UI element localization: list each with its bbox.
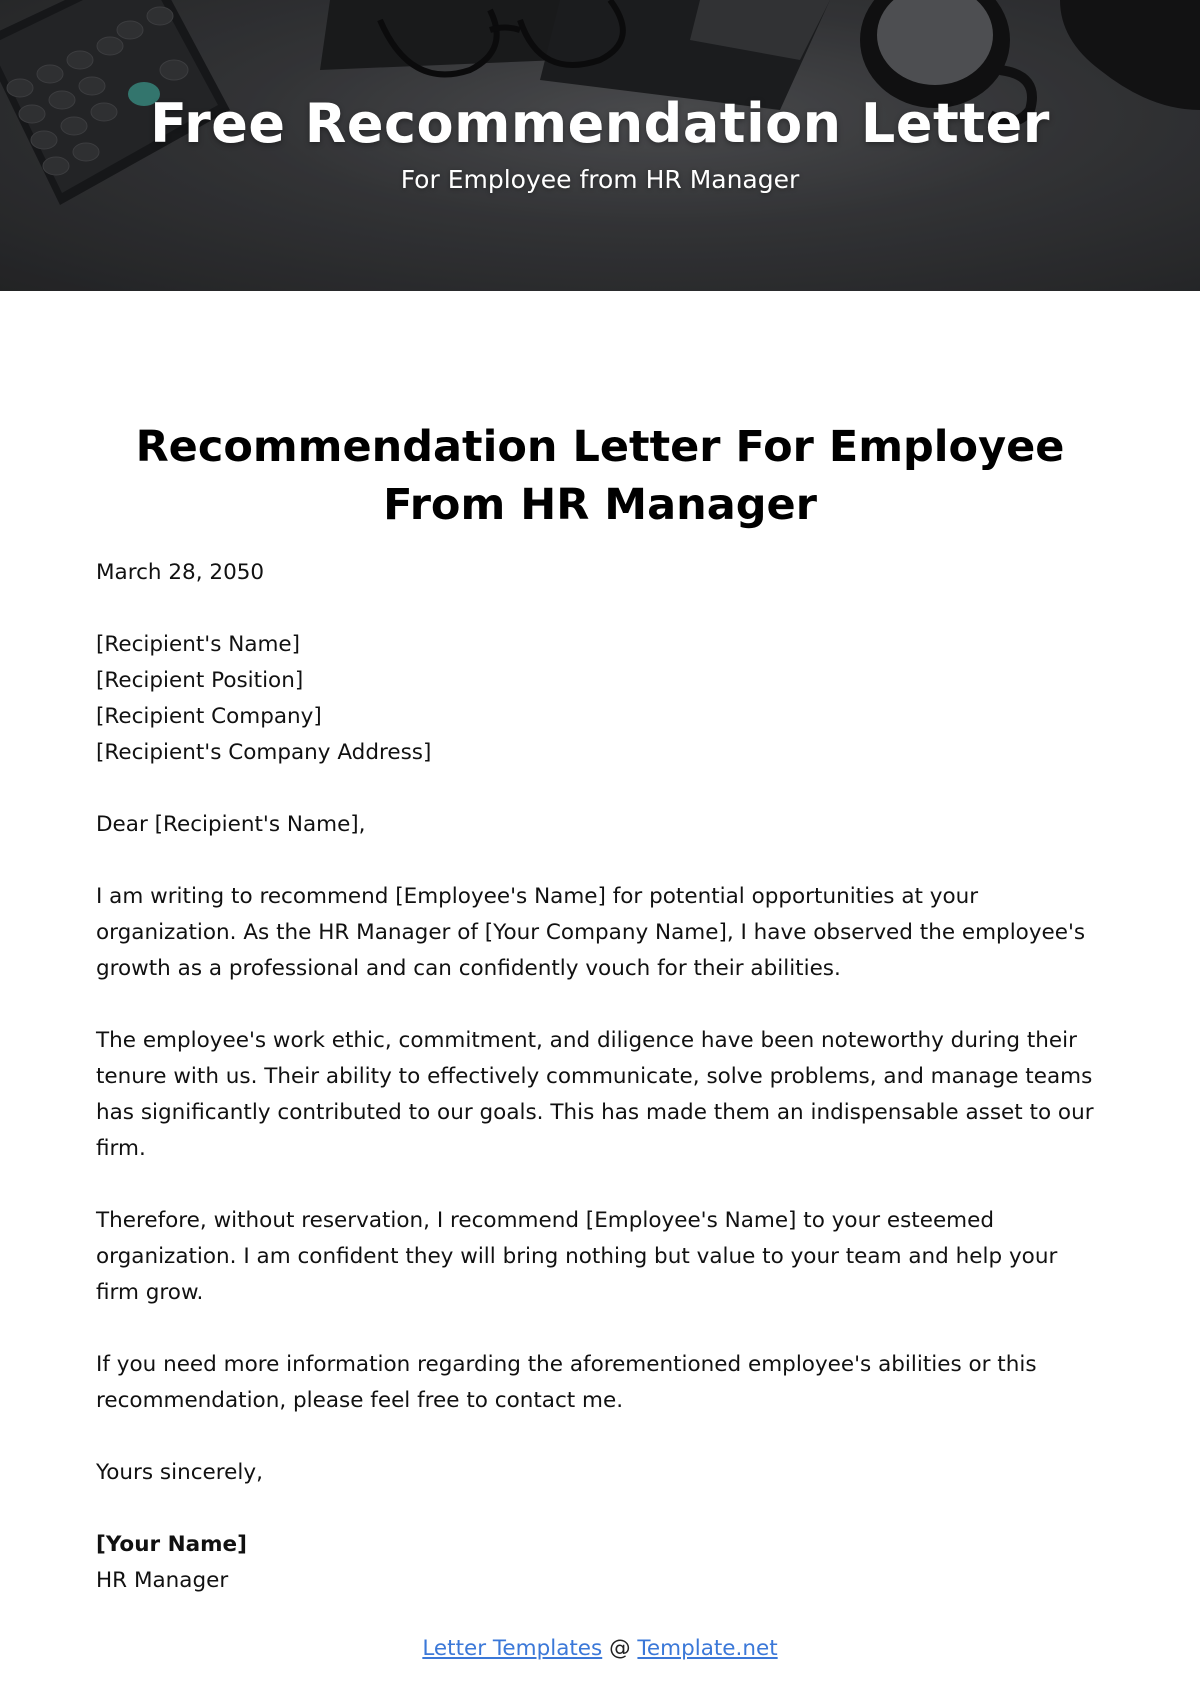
page-title: [96, 418, 1104, 534]
body-paragraph-4: If you need more information regarding the aforementioned employee's abilities or this recommendation, please feel free to contact me.: [96, 1352, 1037, 1413]
recipient-position: [Recipient Position]: [96, 668, 304, 693]
closing: Yours sincerely,: [96, 1460, 263, 1485]
letter-templates-link[interactable]: Letter Templates: [422, 1636, 603, 1661]
letter-date: March 28, 2050: [96, 560, 265, 585]
signature-title: HR Manager: [96, 1568, 229, 1593]
recipient-name: [Recipient's Name]: [96, 632, 301, 657]
page-title-line-2: From HR Manager: [383, 480, 817, 530]
header-banner: [0, 0, 1200, 291]
template-net-link[interactable]: Template.net: [637, 1636, 778, 1661]
footer: [0, 1636, 1200, 1661]
recipient-address: [Recipient's Company Address]: [96, 740, 432, 765]
page-title-line-1: Recommendation Letter For Employee: [135, 422, 1065, 472]
recipient-company: [Recipient Company]: [96, 704, 322, 729]
banner-title: Free Recommendation Letter: [150, 92, 1050, 155]
body-paragraph-1: I am writing to recommend [Employee's Name] for potential opportunities at your organization. As the HR Manager of [Your Company Name], I have observed the employee's growth as a professional and can confidently vouch for their abilities.: [96, 884, 1086, 981]
body-paragraph-3: Therefore, without reservation, I recommend [Employee's Name] to your esteemed organization. I am confident they will bring nothing but value to your team and help your firm grow.: [96, 1208, 1058, 1305]
signature-block: [96, 1527, 1106, 1599]
body-paragraph-2: The employee's work ethic, commitment, and diligence have been noteworthy during their tenure with us. Their ability to effectively communicate, solve problems, and manage teams has significantly contributed to our goals. This has made them an indispensable asset to our firm.: [96, 1028, 1094, 1161]
letter-body: [96, 555, 1106, 1599]
recipient-block: [96, 627, 1106, 771]
salutation: Dear [Recipient's Name],: [96, 812, 366, 837]
banner-subtitle: For Employee from HR Manager: [400, 165, 800, 194]
footer-separator: @: [609, 1636, 638, 1661]
signature-name: [Your Name]: [96, 1532, 247, 1557]
